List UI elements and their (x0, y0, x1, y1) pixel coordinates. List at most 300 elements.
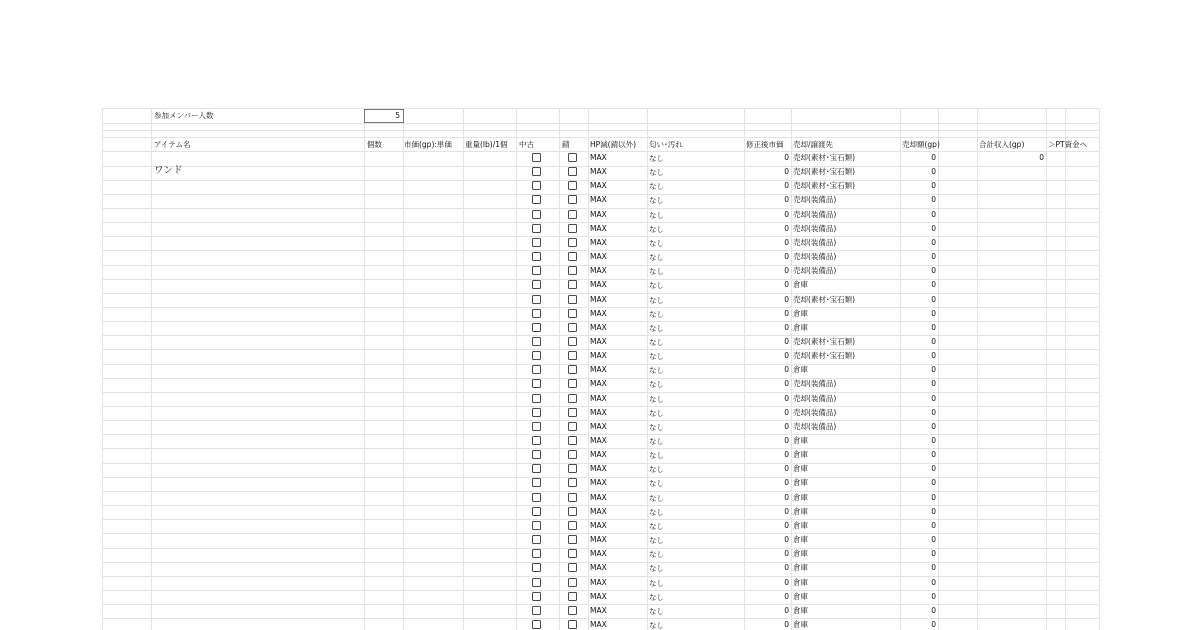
smell-dirt-cell[interactable]: なし (649, 324, 664, 333)
used-checkbox[interactable] (532, 210, 541, 219)
sell-amount-cell: 0 (931, 323, 936, 332)
used-checkbox[interactable] (532, 295, 541, 304)
row-gridline (102, 406, 1100, 407)
sell-destination-cell[interactable]: 売却(装備品) (793, 394, 837, 403)
row-gridline (102, 236, 1100, 237)
adjusted-price-cell: 0 (784, 266, 789, 275)
hp-reduction-cell[interactable]: MAX (590, 252, 607, 261)
adjusted-price-cell: 0 (784, 535, 789, 544)
used-checkbox[interactable] (532, 450, 541, 459)
row-gridline (102, 321, 1100, 322)
adjusted-price-cell: 0 (784, 606, 789, 615)
sell-amount-cell: 0 (931, 464, 936, 473)
hp-reduction-cell[interactable]: MAX (590, 620, 607, 629)
sell-amount-cell: 0 (931, 153, 936, 162)
member-count-label: 参加メンバー人数 (154, 111, 214, 120)
adjusted-price-cell: 0 (784, 578, 789, 587)
adjusted-price-cell: 0 (784, 464, 789, 473)
rust-checkbox[interactable] (568, 563, 577, 572)
used-checkbox[interactable] (532, 436, 541, 445)
used-checkbox[interactable] (532, 195, 541, 204)
row-gridline (102, 604, 1100, 605)
sell-destination-cell[interactable]: 倉庫 (793, 578, 808, 587)
sell-amount-cell: 0 (931, 563, 936, 572)
header-sell-amount: 売却額(gp) (902, 140, 940, 149)
adjusted-price-cell: 0 (784, 507, 789, 516)
row-gridline (102, 434, 1100, 435)
hp-reduction-cell[interactable]: MAX (590, 408, 607, 417)
column-gridline (559, 108, 560, 630)
rust-checkbox[interactable] (568, 210, 577, 219)
rust-checkbox[interactable] (568, 606, 577, 615)
sell-amount-cell: 0 (931, 620, 936, 629)
rust-checkbox[interactable] (568, 450, 577, 459)
row-gridline (102, 576, 1100, 577)
used-checkbox[interactable] (532, 592, 541, 601)
sell-destination-cell[interactable]: 倉庫 (793, 620, 808, 629)
sell-amount-cell: 0 (931, 181, 936, 190)
smell-dirt-cell[interactable]: なし (649, 550, 664, 559)
smell-dirt-cell[interactable]: なし (649, 437, 664, 446)
header-sell-destination: 売却/譲渡先 (793, 140, 834, 149)
column-gridline (1099, 108, 1100, 630)
hp-reduction-cell[interactable]: MAX (590, 365, 607, 374)
header-item-name: アイテム名 (154, 140, 191, 149)
rust-checkbox[interactable] (568, 252, 577, 261)
row-gridline (102, 335, 1100, 336)
used-checkbox[interactable] (532, 337, 541, 346)
hp-reduction-cell[interactable]: MAX (590, 549, 607, 558)
rust-checkbox[interactable] (568, 295, 577, 304)
row-gridline (102, 533, 1100, 534)
used-checkbox[interactable] (532, 323, 541, 332)
header-pt-funds: ＞PT資金へ (1048, 140, 1088, 149)
sell-amount-cell: 0 (931, 280, 936, 289)
hp-reduction-cell[interactable]: MAX (590, 422, 607, 431)
column-gridline (791, 108, 792, 630)
smell-dirt-cell[interactable]: なし (649, 579, 664, 588)
item-name-cell[interactable]: ワンド (154, 165, 183, 176)
column-gridline (102, 108, 103, 630)
hp-reduction-cell[interactable]: MAX (590, 578, 607, 587)
sell-destination-cell[interactable]: 売却(装備品) (793, 195, 837, 204)
column-gridline (403, 108, 404, 630)
used-checkbox[interactable] (532, 549, 541, 558)
rust-checkbox[interactable] (568, 549, 577, 558)
hp-reduction-cell[interactable]: MAX (590, 493, 607, 502)
hp-reduction-cell[interactable]: MAX (590, 167, 607, 176)
row-gridline (102, 420, 1100, 421)
header-rust: 錆 (562, 140, 570, 149)
hp-reduction-cell[interactable]: MAX (590, 195, 607, 204)
sell-amount-cell: 0 (931, 365, 936, 374)
rust-checkbox[interactable] (568, 592, 577, 601)
header-adjusted-price: 修正後市価 (746, 140, 784, 149)
sell-destination-cell[interactable]: 倉庫 (793, 478, 808, 487)
sell-destination-cell[interactable]: 売却(装備品) (793, 408, 837, 417)
row-gridline (102, 137, 1100, 138)
column-gridline (516, 108, 517, 630)
sell-amount-cell: 0 (931, 436, 936, 445)
column-gridline (151, 108, 152, 630)
used-checkbox[interactable] (532, 493, 541, 502)
rust-checkbox[interactable] (568, 351, 577, 360)
hp-reduction-cell[interactable]: MAX (590, 238, 607, 247)
rust-checkbox[interactable] (568, 153, 577, 162)
smell-dirt-cell[interactable]: なし (649, 211, 664, 220)
member-count-cell[interactable]: 5 (364, 109, 404, 123)
sell-destination-cell[interactable]: 倉庫 (793, 450, 808, 459)
hp-reduction-cell[interactable]: MAX (590, 153, 607, 162)
hp-reduction-cell[interactable]: MAX (590, 181, 607, 190)
rust-checkbox[interactable] (568, 365, 577, 374)
used-checkbox[interactable] (532, 394, 541, 403)
row-gridline (102, 307, 1100, 308)
adjusted-price-cell: 0 (784, 563, 789, 572)
rust-checkbox[interactable] (568, 238, 577, 247)
sell-amount-cell: 0 (931, 549, 936, 558)
rust-checkbox[interactable] (568, 620, 577, 629)
row-gridline (102, 349, 1100, 350)
sell-destination-cell[interactable]: 売却(素材･宝石類) (793, 295, 856, 304)
used-checkbox[interactable] (532, 408, 541, 417)
hp-reduction-cell[interactable]: MAX (590, 394, 607, 403)
column-gridline (364, 108, 365, 630)
smell-dirt-cell[interactable]: なし (649, 395, 664, 404)
used-checkbox[interactable] (532, 238, 541, 247)
column-gridline (938, 108, 939, 630)
rust-checkbox[interactable] (568, 493, 577, 502)
used-checkbox[interactable] (532, 578, 541, 587)
row-gridline (102, 123, 1100, 124)
rust-checkbox[interactable] (568, 521, 577, 530)
smell-dirt-cell[interactable]: なし (649, 380, 664, 389)
smell-dirt-cell[interactable]: なし (649, 338, 664, 347)
header-market-price: 市価(gp):単価 (404, 140, 452, 149)
smell-dirt-cell[interactable]: なし (649, 310, 664, 319)
sell-destination-cell[interactable]: 倉庫 (793, 493, 808, 502)
rust-checkbox[interactable] (568, 224, 577, 233)
row-gridline (102, 392, 1100, 393)
used-checkbox[interactable] (532, 606, 541, 615)
smell-dirt-cell[interactable]: なし (649, 607, 664, 616)
column-gridline (977, 108, 978, 630)
adjusted-price-cell: 0 (784, 181, 789, 190)
adjusted-price-cell: 0 (784, 450, 789, 459)
sell-destination-cell[interactable]: 売却(装備品) (793, 224, 837, 233)
column-gridline (744, 108, 745, 630)
adjusted-price-cell: 0 (784, 238, 789, 247)
column-gridline (900, 108, 901, 630)
hp-reduction-cell[interactable]: MAX (590, 478, 607, 487)
row-gridline (102, 293, 1100, 294)
used-checkbox[interactable] (532, 535, 541, 544)
rust-checkbox[interactable] (568, 394, 577, 403)
adjusted-price-cell: 0 (784, 436, 789, 445)
used-checkbox[interactable] (532, 167, 541, 176)
sell-amount-cell: 0 (931, 210, 936, 219)
row-gridline (102, 505, 1100, 506)
adjusted-price-cell: 0 (784, 493, 789, 502)
smell-dirt-cell[interactable]: なし (649, 564, 664, 573)
sell-amount-cell: 0 (931, 450, 936, 459)
used-checkbox[interactable] (532, 280, 541, 289)
rust-checkbox[interactable] (568, 436, 577, 445)
sell-destination-cell[interactable]: 倉庫 (793, 507, 808, 516)
header-smell-dirt: 匂い･汚れ (649, 140, 683, 149)
sell-destination-cell[interactable]: 倉庫 (793, 365, 808, 374)
used-checkbox[interactable] (532, 153, 541, 162)
sell-destination-cell[interactable]: 倉庫 (793, 592, 808, 601)
sell-amount-cell: 0 (931, 493, 936, 502)
rust-checkbox[interactable] (568, 478, 577, 487)
adjusted-price-cell: 0 (784, 167, 789, 176)
sell-destination-cell[interactable]: 倉庫 (793, 436, 808, 445)
smell-dirt-cell[interactable]: なし (649, 352, 664, 361)
smell-dirt-cell[interactable]: なし (649, 239, 664, 248)
adjusted-price-cell: 0 (784, 295, 789, 304)
rust-checkbox[interactable] (568, 408, 577, 417)
sell-destination-cell[interactable]: 売却(装備品) (793, 238, 837, 247)
header-weight: 重量(lb)/1個 (465, 140, 508, 149)
hp-reduction-cell[interactable]: MAX (590, 563, 607, 572)
sell-amount-cell: 0 (931, 606, 936, 615)
adjusted-price-cell: 0 (784, 408, 789, 417)
rust-checkbox[interactable] (568, 181, 577, 190)
hp-reduction-cell[interactable]: MAX (590, 379, 607, 388)
adjusted-price-cell: 0 (784, 195, 789, 204)
adjusted-price-cell: 0 (784, 210, 789, 219)
adjusted-price-cell: 0 (784, 422, 789, 431)
smell-dirt-cell[interactable]: なし (649, 508, 664, 517)
hp-reduction-cell[interactable]: MAX (590, 606, 607, 615)
hp-reduction-cell[interactable]: MAX (590, 323, 607, 332)
used-checkbox[interactable] (532, 464, 541, 473)
hp-reduction-cell[interactable]: MAX (590, 337, 607, 346)
adjusted-price-cell: 0 (784, 309, 789, 318)
hp-reduction-cell[interactable]: MAX (590, 224, 607, 233)
smell-dirt-cell[interactable]: なし (649, 281, 664, 290)
smell-dirt-cell[interactable]: なし (649, 593, 664, 602)
column-gridline (1065, 108, 1066, 630)
used-checkbox[interactable] (532, 422, 541, 431)
rust-checkbox[interactable] (568, 464, 577, 473)
adjusted-price-cell: 0 (784, 323, 789, 332)
row-gridline (102, 108, 1100, 109)
row-gridline (102, 250, 1100, 251)
smell-dirt-cell[interactable]: なし (649, 196, 664, 205)
sell-destination-cell[interactable]: 売却(素材･宝石類) (793, 351, 856, 360)
sell-amount-cell: 0 (931, 309, 936, 318)
header-hp-reduction: HP減(錆以外) (590, 140, 637, 149)
rust-checkbox[interactable] (568, 379, 577, 388)
sell-destination-cell[interactable]: 倉庫 (793, 464, 808, 473)
rust-checkbox[interactable] (568, 167, 577, 176)
rust-checkbox[interactable] (568, 507, 577, 516)
sell-destination-cell[interactable]: 売却(素材･宝石類) (793, 181, 856, 190)
used-checkbox[interactable] (532, 478, 541, 487)
sell-amount-cell: 0 (931, 422, 936, 431)
sell-amount-cell: 0 (931, 394, 936, 403)
header-total-income: 合計収入(gp) (979, 140, 1025, 149)
hp-reduction-cell[interactable]: MAX (590, 436, 607, 445)
used-checkbox[interactable] (532, 309, 541, 318)
column-gridline (463, 108, 464, 630)
rust-checkbox[interactable] (568, 266, 577, 275)
sell-amount-cell: 0 (931, 337, 936, 346)
rust-checkbox[interactable] (568, 195, 577, 204)
hp-reduction-cell[interactable]: MAX (590, 592, 607, 601)
sell-destination-cell[interactable]: 売却(素材･宝石類) (793, 337, 856, 346)
hp-reduction-cell[interactable]: MAX (590, 351, 607, 360)
row-gridline (102, 519, 1100, 520)
sell-amount-cell: 0 (931, 478, 936, 487)
sell-destination-cell[interactable]: 売却(装備品) (793, 379, 837, 388)
used-checkbox[interactable] (532, 507, 541, 516)
smell-dirt-cell[interactable]: なし (649, 154, 664, 163)
smell-dirt-cell[interactable]: なし (649, 182, 664, 191)
hp-reduction-cell[interactable]: MAX (590, 507, 607, 516)
adjusted-price-cell: 0 (784, 351, 789, 360)
smell-dirt-cell[interactable]: なし (649, 536, 664, 545)
sell-destination-cell[interactable]: 売却(装備品) (793, 252, 837, 261)
rust-checkbox[interactable] (568, 323, 577, 332)
used-checkbox[interactable] (532, 181, 541, 190)
hp-reduction-cell[interactable]: MAX (590, 535, 607, 544)
sell-destination-cell[interactable]: 倉庫 (793, 606, 808, 615)
sell-amount-cell: 0 (931, 224, 936, 233)
adjusted-price-cell: 0 (784, 252, 789, 261)
sell-destination-cell[interactable]: 売却(装備品) (793, 422, 837, 431)
smell-dirt-cell[interactable]: なし (649, 621, 664, 630)
adjusted-price-cell: 0 (784, 549, 789, 558)
row-gridline (102, 448, 1100, 449)
row-gridline (102, 590, 1100, 591)
smell-dirt-cell[interactable]: なし (649, 168, 664, 177)
smell-dirt-cell[interactable]: なし (649, 494, 664, 503)
sell-amount-cell: 0 (931, 507, 936, 516)
sell-destination-cell[interactable]: 売却(装備品) (793, 210, 837, 219)
sell-amount-cell: 0 (931, 266, 936, 275)
smell-dirt-cell[interactable]: なし (649, 225, 664, 234)
smell-dirt-cell[interactable]: なし (649, 267, 664, 276)
hp-reduction-cell[interactable]: MAX (590, 450, 607, 459)
sell-destination-cell[interactable]: 倉庫 (793, 323, 808, 332)
sell-amount-cell: 0 (931, 535, 936, 544)
used-checkbox[interactable] (532, 379, 541, 388)
used-checkbox[interactable] (532, 521, 541, 530)
rust-checkbox[interactable] (568, 535, 577, 544)
adjusted-price-cell: 0 (784, 153, 789, 162)
hp-reduction-cell[interactable]: MAX (590, 295, 607, 304)
adjusted-price-cell: 0 (784, 224, 789, 233)
hp-reduction-cell[interactable]: MAX (590, 210, 607, 219)
rust-checkbox[interactable] (568, 337, 577, 346)
column-gridline (1046, 108, 1047, 630)
sell-destination-cell[interactable]: 倉庫 (793, 549, 808, 558)
row-gridline (102, 222, 1100, 223)
smell-dirt-cell[interactable]: なし (649, 253, 664, 262)
hp-reduction-cell[interactable]: MAX (590, 464, 607, 473)
sell-amount-cell: 0 (931, 592, 936, 601)
sell-destination-cell[interactable]: 倉庫 (793, 521, 808, 530)
hp-reduction-cell[interactable]: MAX (590, 521, 607, 530)
rust-checkbox[interactable] (568, 578, 577, 587)
sell-amount-cell: 0 (931, 351, 936, 360)
sell-destination-cell[interactable]: 売却(素材･宝石類) (793, 153, 856, 162)
adjusted-price-cell: 0 (784, 394, 789, 403)
used-checkbox[interactable] (532, 224, 541, 233)
rust-checkbox[interactable] (568, 280, 577, 289)
used-checkbox[interactable] (532, 351, 541, 360)
adjusted-price-cell: 0 (784, 365, 789, 374)
sell-amount-cell: 0 (931, 408, 936, 417)
rust-checkbox[interactable] (568, 422, 577, 431)
used-checkbox[interactable] (532, 620, 541, 629)
row-gridline (102, 130, 1100, 131)
spreadsheet[interactable] (102, 108, 1100, 630)
sell-amount-cell: 0 (931, 252, 936, 261)
smell-dirt-cell[interactable]: なし (649, 522, 664, 531)
used-checkbox[interactable] (532, 252, 541, 261)
smell-dirt-cell[interactable]: なし (649, 451, 664, 460)
sell-destination-cell[interactable]: 倉庫 (793, 535, 808, 544)
sell-amount-cell: 0 (931, 521, 936, 530)
adjusted-price-cell: 0 (784, 620, 789, 629)
column-gridline (588, 108, 589, 630)
smell-dirt-cell[interactable]: なし (649, 423, 664, 432)
smell-dirt-cell[interactable]: なし (649, 409, 664, 418)
sell-amount-cell: 0 (931, 238, 936, 247)
row-gridline (102, 151, 1100, 152)
adjusted-price-cell: 0 (784, 478, 789, 487)
smell-dirt-cell[interactable]: なし (649, 465, 664, 474)
smell-dirt-cell[interactable]: なし (649, 296, 664, 305)
sell-amount-cell: 0 (931, 167, 936, 176)
hp-reduction-cell[interactable]: MAX (590, 309, 607, 318)
sell-amount-cell: 0 (931, 379, 936, 388)
sell-destination-cell[interactable]: 倉庫 (793, 280, 808, 289)
adjusted-price-cell: 0 (784, 592, 789, 601)
row-gridline (102, 618, 1100, 619)
sell-destination-cell[interactable]: 売却(装備品) (793, 266, 837, 275)
sell-destination-cell[interactable]: 売却(素材･宝石類) (793, 167, 856, 176)
sell-amount-cell: 0 (931, 295, 936, 304)
hp-reduction-cell[interactable]: MAX (590, 280, 607, 289)
sell-amount-cell: 0 (931, 578, 936, 587)
used-checkbox[interactable] (532, 365, 541, 374)
adjusted-price-cell: 0 (784, 521, 789, 530)
smell-dirt-cell[interactable]: なし (649, 366, 664, 375)
header-used: 中古 (519, 140, 534, 149)
adjusted-price-cell: 0 (784, 280, 789, 289)
rust-checkbox[interactable] (568, 309, 577, 318)
header-quantity: 個数 (367, 140, 382, 149)
hp-reduction-cell[interactable]: MAX (590, 266, 607, 275)
used-checkbox[interactable] (532, 266, 541, 275)
sell-destination-cell[interactable]: 倉庫 (793, 309, 808, 318)
adjusted-price-cell: 0 (784, 337, 789, 346)
column-gridline (647, 108, 648, 630)
row-gridline (102, 491, 1100, 492)
sell-destination-cell[interactable]: 倉庫 (793, 563, 808, 572)
sell-amount-cell: 0 (931, 195, 936, 204)
total-income-value: 0 (1039, 153, 1044, 162)
smell-dirt-cell[interactable]: なし (649, 479, 664, 488)
row-gridline (102, 208, 1100, 209)
adjusted-price-cell: 0 (784, 379, 789, 388)
used-checkbox[interactable] (532, 563, 541, 572)
